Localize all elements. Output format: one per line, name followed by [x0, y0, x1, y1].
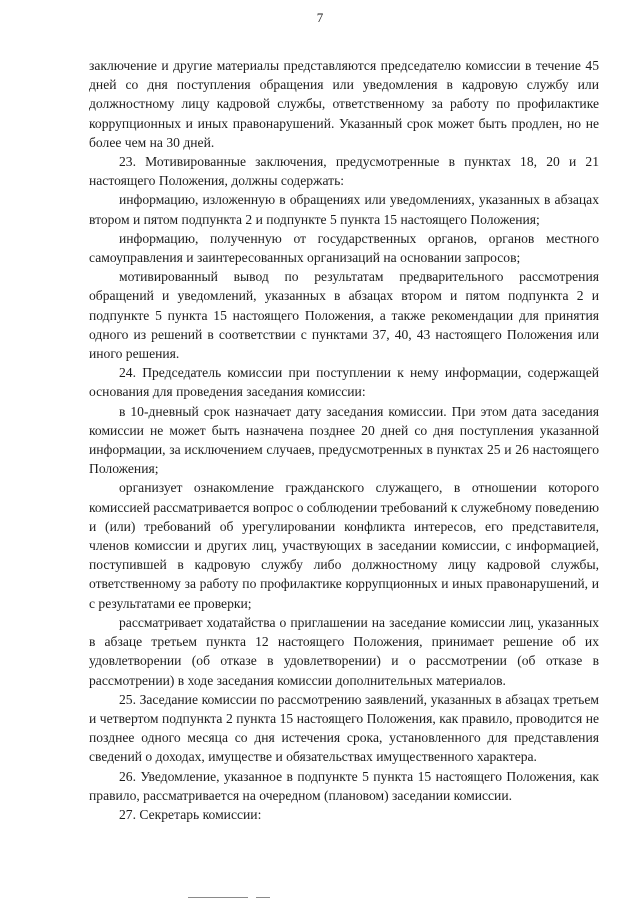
page-number: 7 — [316, 10, 324, 25]
paragraph: заключение и другие материалы представляются председателю комиссии в течение 45 дней со дня поступления обращения или уведомления в кадровую службу или должностному лицу кадровой службы, ответственному за работу по профилактике коррупционных и иных правонарушений. Указанный срок может быть продлен, но не более чем на 30 дней. — [89, 58, 599, 150]
paragraph: рассматривает ходатайства о приглашении на заседание комиссии лиц, указанных в абзаце третьем пункта 12 настоящего Положения, принимает решение об их удовлетворении (об отказе в удовлетворении) и о рассмотрении (об отказе в рассмотрении) в ходе заседания комиссии дополнительных материалов. — [89, 614, 599, 688]
paragraph: информацию, полученную от государственных органов, органов местного самоуправления и заинтересованных организаций на основании запросов; — [89, 230, 599, 266]
paragraph: 23. Мотивированные заключения, предусмотренные в пунктах 18, 20 и 21 настоящего Положения, должны содержать: — [89, 154, 599, 189]
paragraph: 26. Уведомление, указанное в подпункте 5 пункта 15 настоящего Положения, как правило, рассматривается на очередном (плановом) заседании комиссии. — [89, 768, 599, 803]
paragraph: 27. Секретарь комиссии: — [119, 806, 262, 822]
paragraph: информацию, изложенную в обращениях или уведомлениях, указанных в абзацах втором и пятом подпункта 2 и подпункте 5 пункта 15 настоящего Положения; — [89, 192, 599, 227]
paragraph: в 10-дневный срок назначает дату заседания комиссии. При этом дата заседания комиссии не может быть назначена позднее 20 дней со дня поступления указанной информации, за исключением случаев, предусмотренных в пунктах 25 и 26 настоящего Положения; — [89, 403, 599, 477]
paragraph: 25. Заседание комиссии по рассмотрению заявлений, указанных в абзацах третьем и четвертом подпункта 2 пункта 15 настоящего Положения, как правило, проводится не позднее одного месяца со дня истечения срока, установленного для представления сведений о доходах, имуществе и обязательствах имущественного характера. — [89, 691, 599, 765]
paragraph: мотивированный вывод по результатам предварительного рассмотрения обращений и уведомлений, указанных в абзацах втором и пятом подпункта 2 и подпункте 5 пункта 15 настоящего Положения, а также рекомендации для принятия одного из решений в соответствии с пунктами 37, 40, 43 настоящего Положения или иного решения. — [89, 269, 599, 362]
body-text — [89, 56, 599, 824]
scan-artifact-line — [256, 897, 270, 898]
paragraph: 24. Председатель комиссии при поступлении к нему информации, содержащей основания для проведения заседания комиссии: — [89, 365, 599, 400]
paragraph: организует ознакомление гражданского служащего, в отношении которого комиссией рассматривается вопрос о соблюдении требований к служебному поведению и (или) требований об урегулировании конфликта интересов, его представителя, членов комиссии и других лиц, участвующих в заседании комиссии, с информацией, поступившей в кадровую службу либо должностному лицу кадровой службы, ответственному за работу по профилактике коррупционных и иных правонарушений, и с результатами ее проверки; — [89, 480, 599, 611]
scan-artifact-line — [188, 897, 248, 898]
